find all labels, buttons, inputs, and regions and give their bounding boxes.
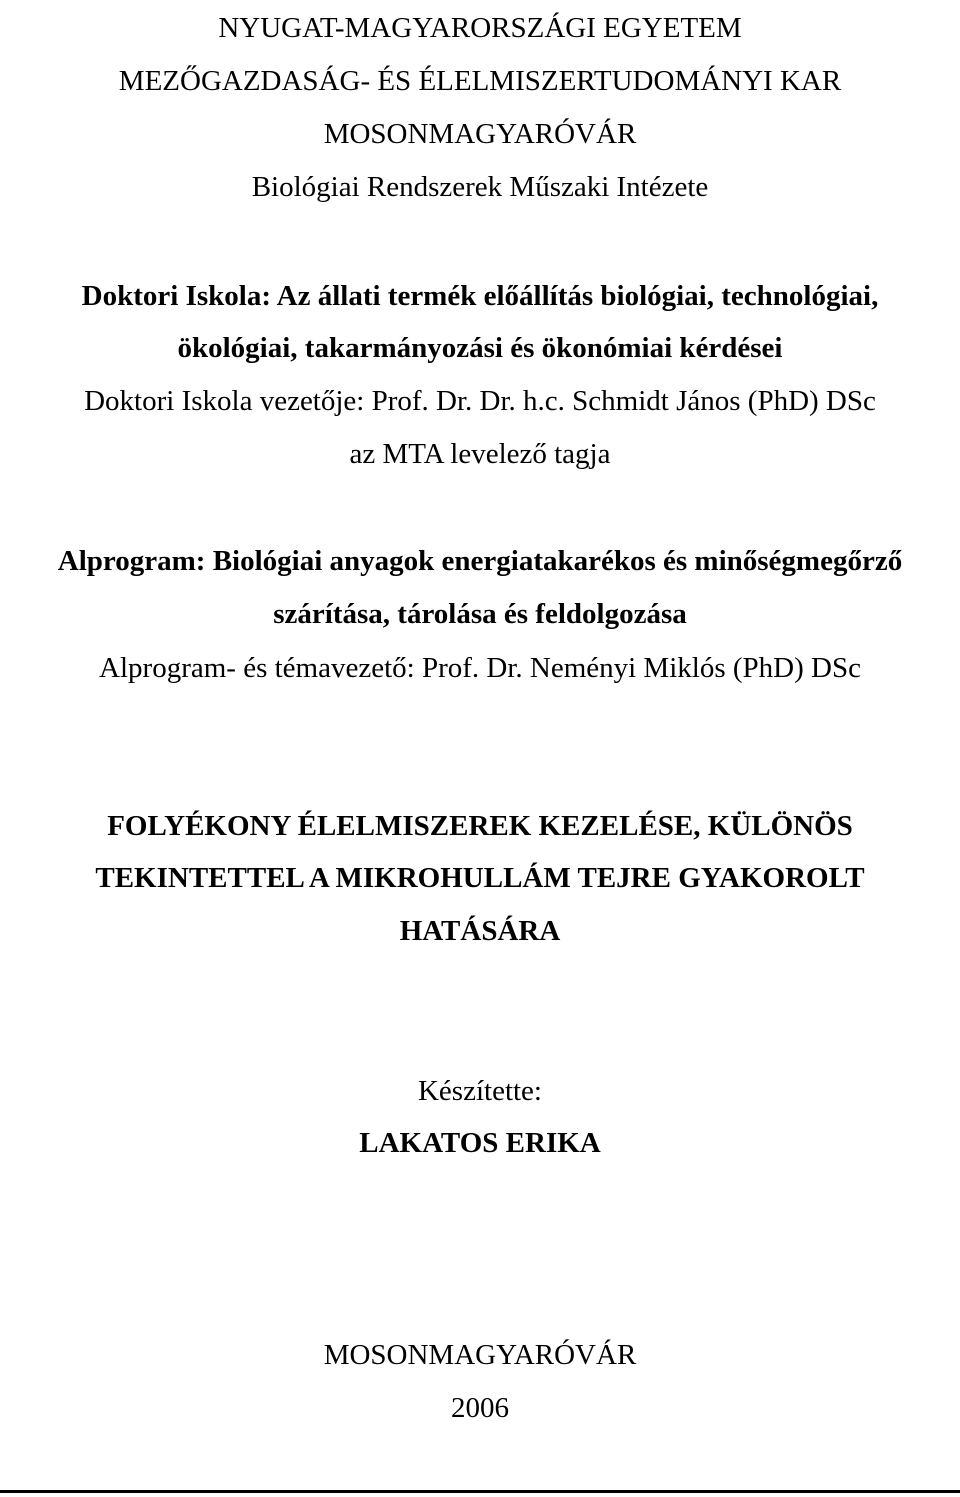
footer-city: MOSONMAGYARÓVÁR: [323, 1339, 637, 1371]
subprogram-title-line2: szárítása, tárolása és feldolgozása: [273, 598, 687, 630]
faculty-name: MEZŐGAZDASÁG- ÉS ÉLELMISZERTUDOMÁNYI KAR: [118, 65, 842, 97]
subprogram-supervisor: Alprogram- és témavezető: Prof. Dr. Neményi Miklós (PhD) DSc: [99, 652, 861, 684]
institute-name: Biológiai Rendszerek Műszaki Intézete: [251, 171, 709, 203]
author-label: Készítette:: [417, 1075, 542, 1107]
doctoral-school-title-line1: Doktori Iskola: Az állati termék előállítás biológiai, technológiai,: [81, 280, 879, 312]
thesis-title-line1: FOLYÉKONY ÉLELMISZEREK KEZELÉSE, KÜLÖNÖS: [107, 810, 853, 842]
thesis-title-line2: TEKINTETTEL A MIKROHULLÁM TEJRE GYAKOROLT: [95, 862, 865, 894]
header-city: MOSONMAGYARÓVÁR: [323, 118, 637, 150]
doctoral-school-leader: Doktori Iskola vezetője: Prof. Dr. Dr. h.c. Schmidt János (PhD) DSc: [84, 385, 876, 417]
thesis-title-line3: HATÁSÁRA: [399, 915, 561, 947]
doctoral-school-title-line2: ökológiai, takarmányozási és ökonómiai kérdései: [177, 332, 783, 364]
footer-year: 2006: [451, 1392, 509, 1424]
doctoral-school-leader-title: az MTA levelező tagja: [349, 438, 611, 470]
author-name: LAKATOS ERIKA: [359, 1127, 601, 1159]
subprogram-title-line1: Alprogram: Biológiai anyagok energiatakarékos és minőségmegőrző: [57, 545, 903, 577]
bottom-divider: [0, 1490, 960, 1493]
university-name: NYUGAT-MAGYARORSZÁGI EGYETEM: [218, 12, 742, 44]
